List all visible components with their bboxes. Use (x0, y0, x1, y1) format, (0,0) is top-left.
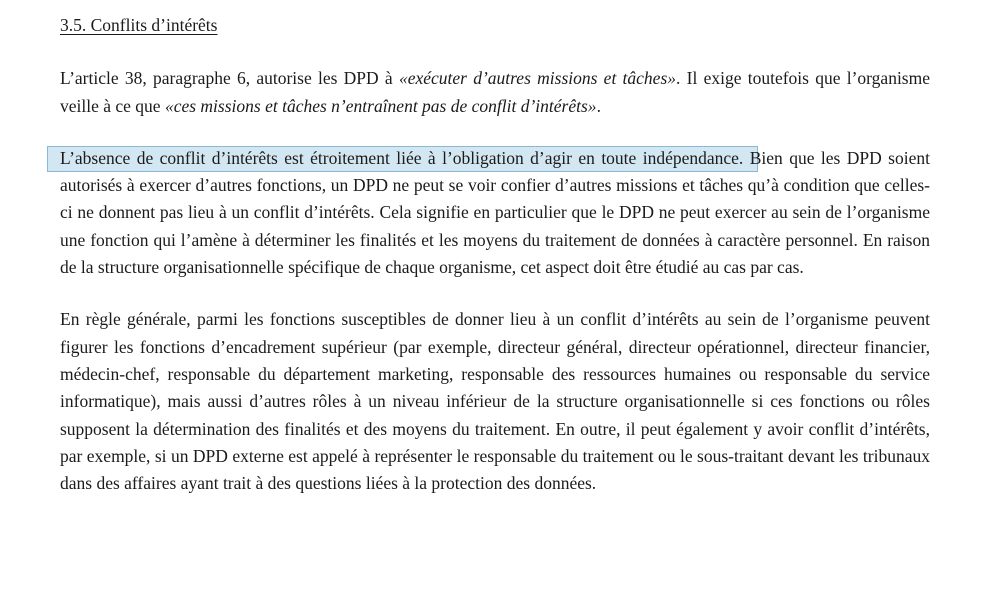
text-run: L’article 38, paragraphe 6, autorise les DPD à (60, 68, 399, 89)
highlighted-sentence: L’absence de conflit d’intérêts est étroitement liée à l’obligation d’agir en toute indépendance. (47, 146, 758, 172)
text-run: . (596, 95, 601, 116)
text-run: . Il exige toutefois que l’organisme veille à ce que (60, 68, 930, 116)
quoted-italic-run: «ces missions et tâches n’entraînent pas de conflit d’intérêts» (164, 95, 597, 116)
section-heading: 3.5. Conflits d’intérêts (60, 15, 218, 35)
text-run: En règle générale, parmi les fonctions susceptibles de donner lieu à un conflit d’intérêts au sein de l’organisme peuvent figurer les fonctions d’encadrement supérieur (par exemple, directeur général, directeur opérationnel, directeur financier, médecin-chef, responsable du département marketing, responsable des ressources humaines ou responsable du service informatique), mais aussi d’autres rôles à un niveau inférieur de la structure organisationnelle si ces fonctions ou rôles supposent la détermination des finalités et des moyens du traitement. En outre, il peut également y avoir conflit d’intérêts, par exemple, si un DPD externe est appelé à représenter le responsable du traitement ou le sous-traitant devant les tribunaux dans des affaires ayant trait à des questions liées à la protection des données. (60, 309, 930, 494)
paragraph-article-38 (60, 65, 930, 120)
text-run: Bien que les DPD soient autorisés à exercer d’autres fonctions, un DPD ne peut se voir confier d’autres missions et tâches qu’à condition que celles-ci ne donnent pas lieu à un conflit d’intérêts. Cela signifie en particulier que le DPD ne peut exercer au sein de l’organisme une fonction qui l’amène à déterminer les finalités et les moyens du traitement de données à caractère personnel. En raison de la structure organisationnelle spécifique de chaque organisme, cet aspect doit être étudié au cas par cas. (60, 147, 930, 278)
paragraph-independence (60, 145, 930, 281)
quoted-italic-run: «exécuter d’autres missions et tâches» (398, 68, 677, 89)
document-content (60, 12, 930, 497)
paragraph-examples (60, 306, 930, 497)
